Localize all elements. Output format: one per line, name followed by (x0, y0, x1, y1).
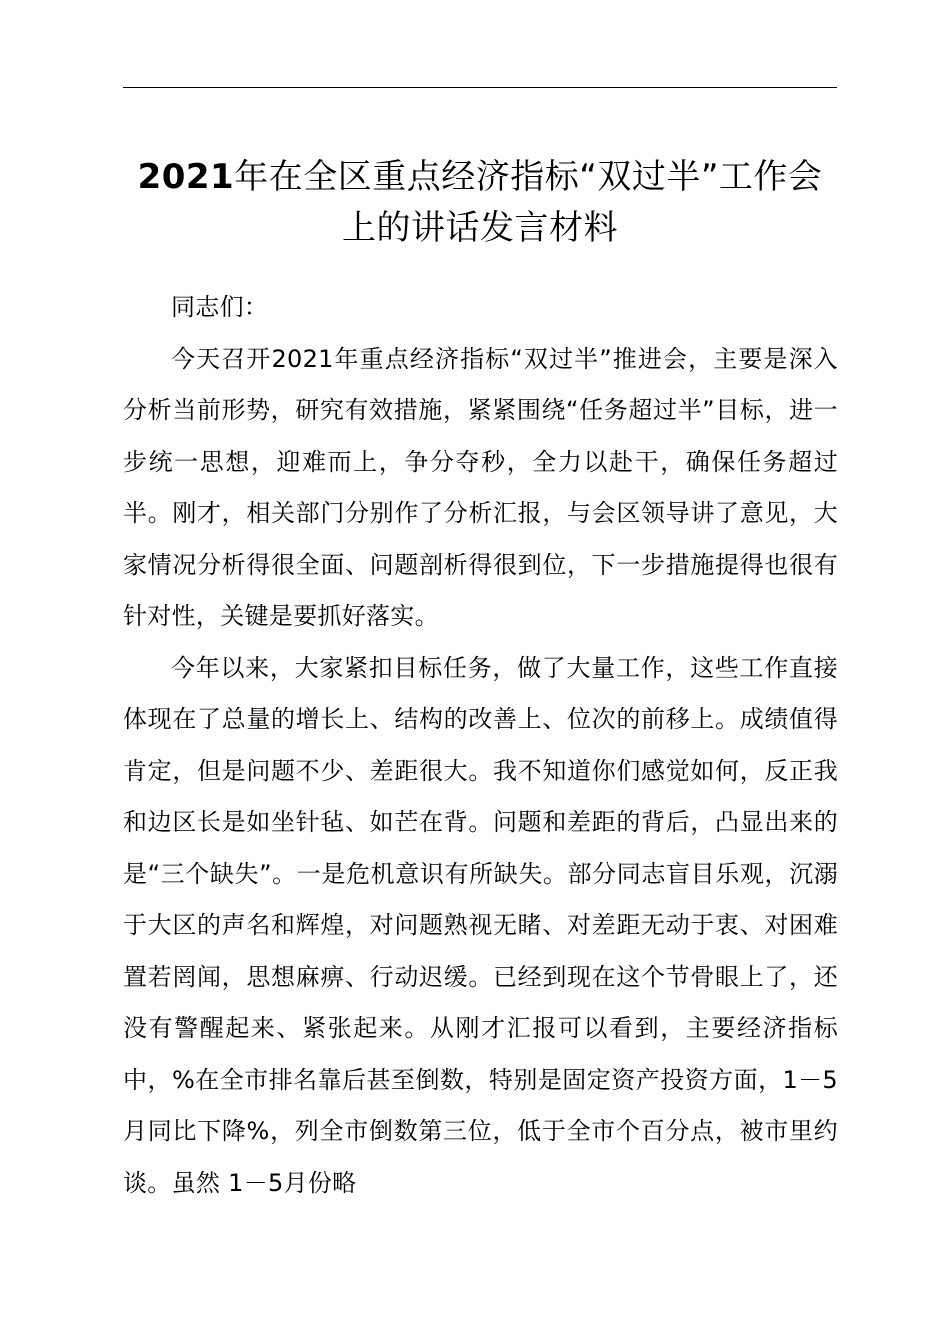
title-year: 2021 (137, 157, 235, 197)
title-line1: 年在全区重点经济指标“双过半”工作会 (234, 157, 823, 197)
header-rule (123, 87, 837, 88)
document-body (123, 282, 838, 1209)
paragraph-2: 今年以来，大家紧扣目标任务，做了大量工作，这些工作直接体现在了总量的增长上、结构的改善上、位次的前移上。成绩值得肯定，但是问题不少、差距很大。我不知道你们感觉如何，反正我和边区长是如坐针毡、如芒在背。问题和差距的背后，凸显出来的是“三个缺失”。一是危机意识有所缺失。部分同志盲目乐观，沉溺于大区的声名和辉煌，对问题熟视无睹、对差距无动于衷、对困难置若罔闻，思想麻痹、行动迟缓。已经到现在这个节骨眼上了，还没有警醒起来、紧张起来。从刚才汇报可以看到，主要经济指标中，%在全市排名靠后甚至倒数，特别是固定资产投资方面，1－5月同比下降%，列全市倒数第三位，低于全市个百分点，被市里约谈。虽然 1－5月份略 (123, 653, 838, 1197)
title-line2: 上的讲话发言材料 (342, 208, 618, 248)
document-title (110, 152, 850, 254)
salutation: 同志们： (171, 293, 269, 321)
paragraph-1: 今天召开2021年重点经济指标“双过半”推进会，主要是深入分析当前形势，研究有效措施，紧紧围绕“任务超过半”目标，进一步统一思想，迎难而上，争分夺秒，全力以赴干，确保任务超过半。刚才，相关部门分别作了分析汇报，与会区领导讲了意见，大家情况分析得很全面、问题剖析得很到位，下一步措施提得也很有针对性，关键是要抓好落实。 (123, 344, 838, 630)
